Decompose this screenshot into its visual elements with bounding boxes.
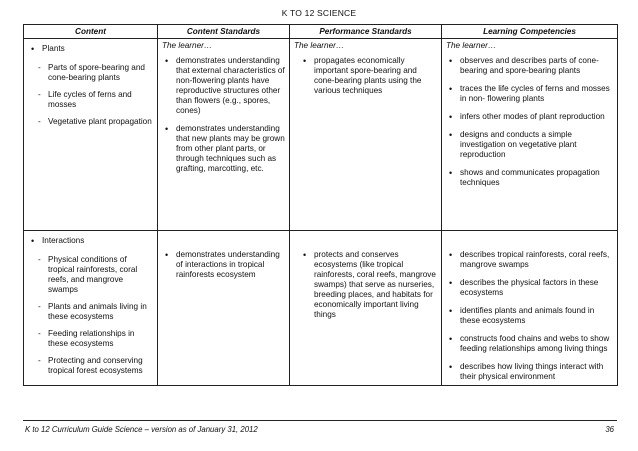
footer-page-number: 36	[605, 425, 614, 434]
page-header-title: K TO 12 SCIENCE	[281, 8, 357, 18]
performance-item: • propagates economically important spore-bearing and cone-bearing plants using the various techniques	[300, 56, 437, 96]
content-standards-cell	[158, 39, 290, 231]
learner-label: The learner…	[162, 41, 213, 50]
competency-item: • describes how living things interact with their physical environment	[446, 362, 613, 382]
learning-competencies-cell	[442, 39, 618, 231]
competency-item: • observes and describes parts of cone-bearing and spore-bearing plants	[446, 56, 613, 76]
content-standards-cell	[158, 231, 290, 386]
column-header-content-standards: Content Standards	[158, 25, 290, 39]
standard-item: • demonstrates understanding that new plants may be grown from other plant parts, or through techniques such as grafting, marcotting, etc.	[162, 124, 285, 174]
standard-item: • demonstrates understanding that external characteristics of non-flowering plants have reproductive structures other than flowers (e.g., spores, cones)	[162, 56, 285, 116]
content-topic: • Interactions	[28, 236, 153, 246]
competency-item: • infers other modes of plant reproduction	[446, 112, 613, 122]
performance-item: • protects and conserves ecosystems (like tropical rainforests, coral reefs, mangrove swamps) that serve as nurseries, breeding places, and habitats for economically important living things	[300, 250, 437, 320]
content-subtopic: - Vegetative plant propagation	[32, 117, 153, 127]
column-header-learning-competencies: Learning Competencies	[442, 25, 618, 39]
column-header-performance-standards: Performance Standards	[290, 25, 442, 39]
footer-divider	[23, 420, 617, 421]
curriculum-table	[23, 24, 618, 386]
content-cell	[24, 231, 158, 386]
competency-item: • describes the physical factors in these ecosystems	[446, 278, 613, 298]
content-subtopic: - Plants and animals living in these ecosystems	[32, 302, 153, 322]
table-header-row	[24, 25, 618, 39]
table-row	[24, 231, 618, 386]
content-cell	[24, 39, 158, 231]
learning-competencies-cell	[442, 231, 618, 386]
competency-item: • traces the life cycles of ferns and mosses in non- flowering plants	[446, 84, 613, 104]
content-subtopic: - Feeding relationships in these ecosystems	[32, 329, 153, 349]
competency-item: • describes tropical rainforests, coral reefs, mangrove swamps	[446, 250, 613, 270]
table-row	[24, 39, 618, 231]
content-subtopic: - Life cycles of ferns and mosses	[32, 90, 153, 110]
standard-item: • demonstrates understanding of interactions in tropical rainforests ecosystem	[162, 250, 285, 280]
content-subtopic: - Protecting and conserving tropical forest ecosystems	[32, 356, 153, 376]
learner-label: The learner…	[446, 41, 497, 50]
competency-item: • designs and conducts a simple investigation on vegetative plant reproduction	[446, 130, 613, 160]
learner-label: The learner…	[294, 41, 345, 50]
column-header-content: Content	[24, 25, 158, 39]
performance-standards-cell	[290, 39, 442, 231]
competency-item: • identifies plants and animals found in these ecosystems	[446, 306, 613, 326]
competency-item: • constructs food chains and webs to show feeding relationships among living things	[446, 334, 613, 354]
competency-item: • shows and communicates propagation techniques	[446, 168, 613, 188]
performance-standards-cell	[290, 231, 442, 386]
footer-document-title: K to 12 Curriculum Guide Science – version as of January 31, 2012	[25, 425, 258, 434]
content-topic: • Plants	[28, 44, 153, 54]
content-subtopic: - Parts of spore-bearing and cone-bearing plants	[32, 63, 153, 83]
content-subtopic: - Physical conditions of tropical rainforests, coral reefs, and mangrove swamps	[32, 255, 153, 295]
